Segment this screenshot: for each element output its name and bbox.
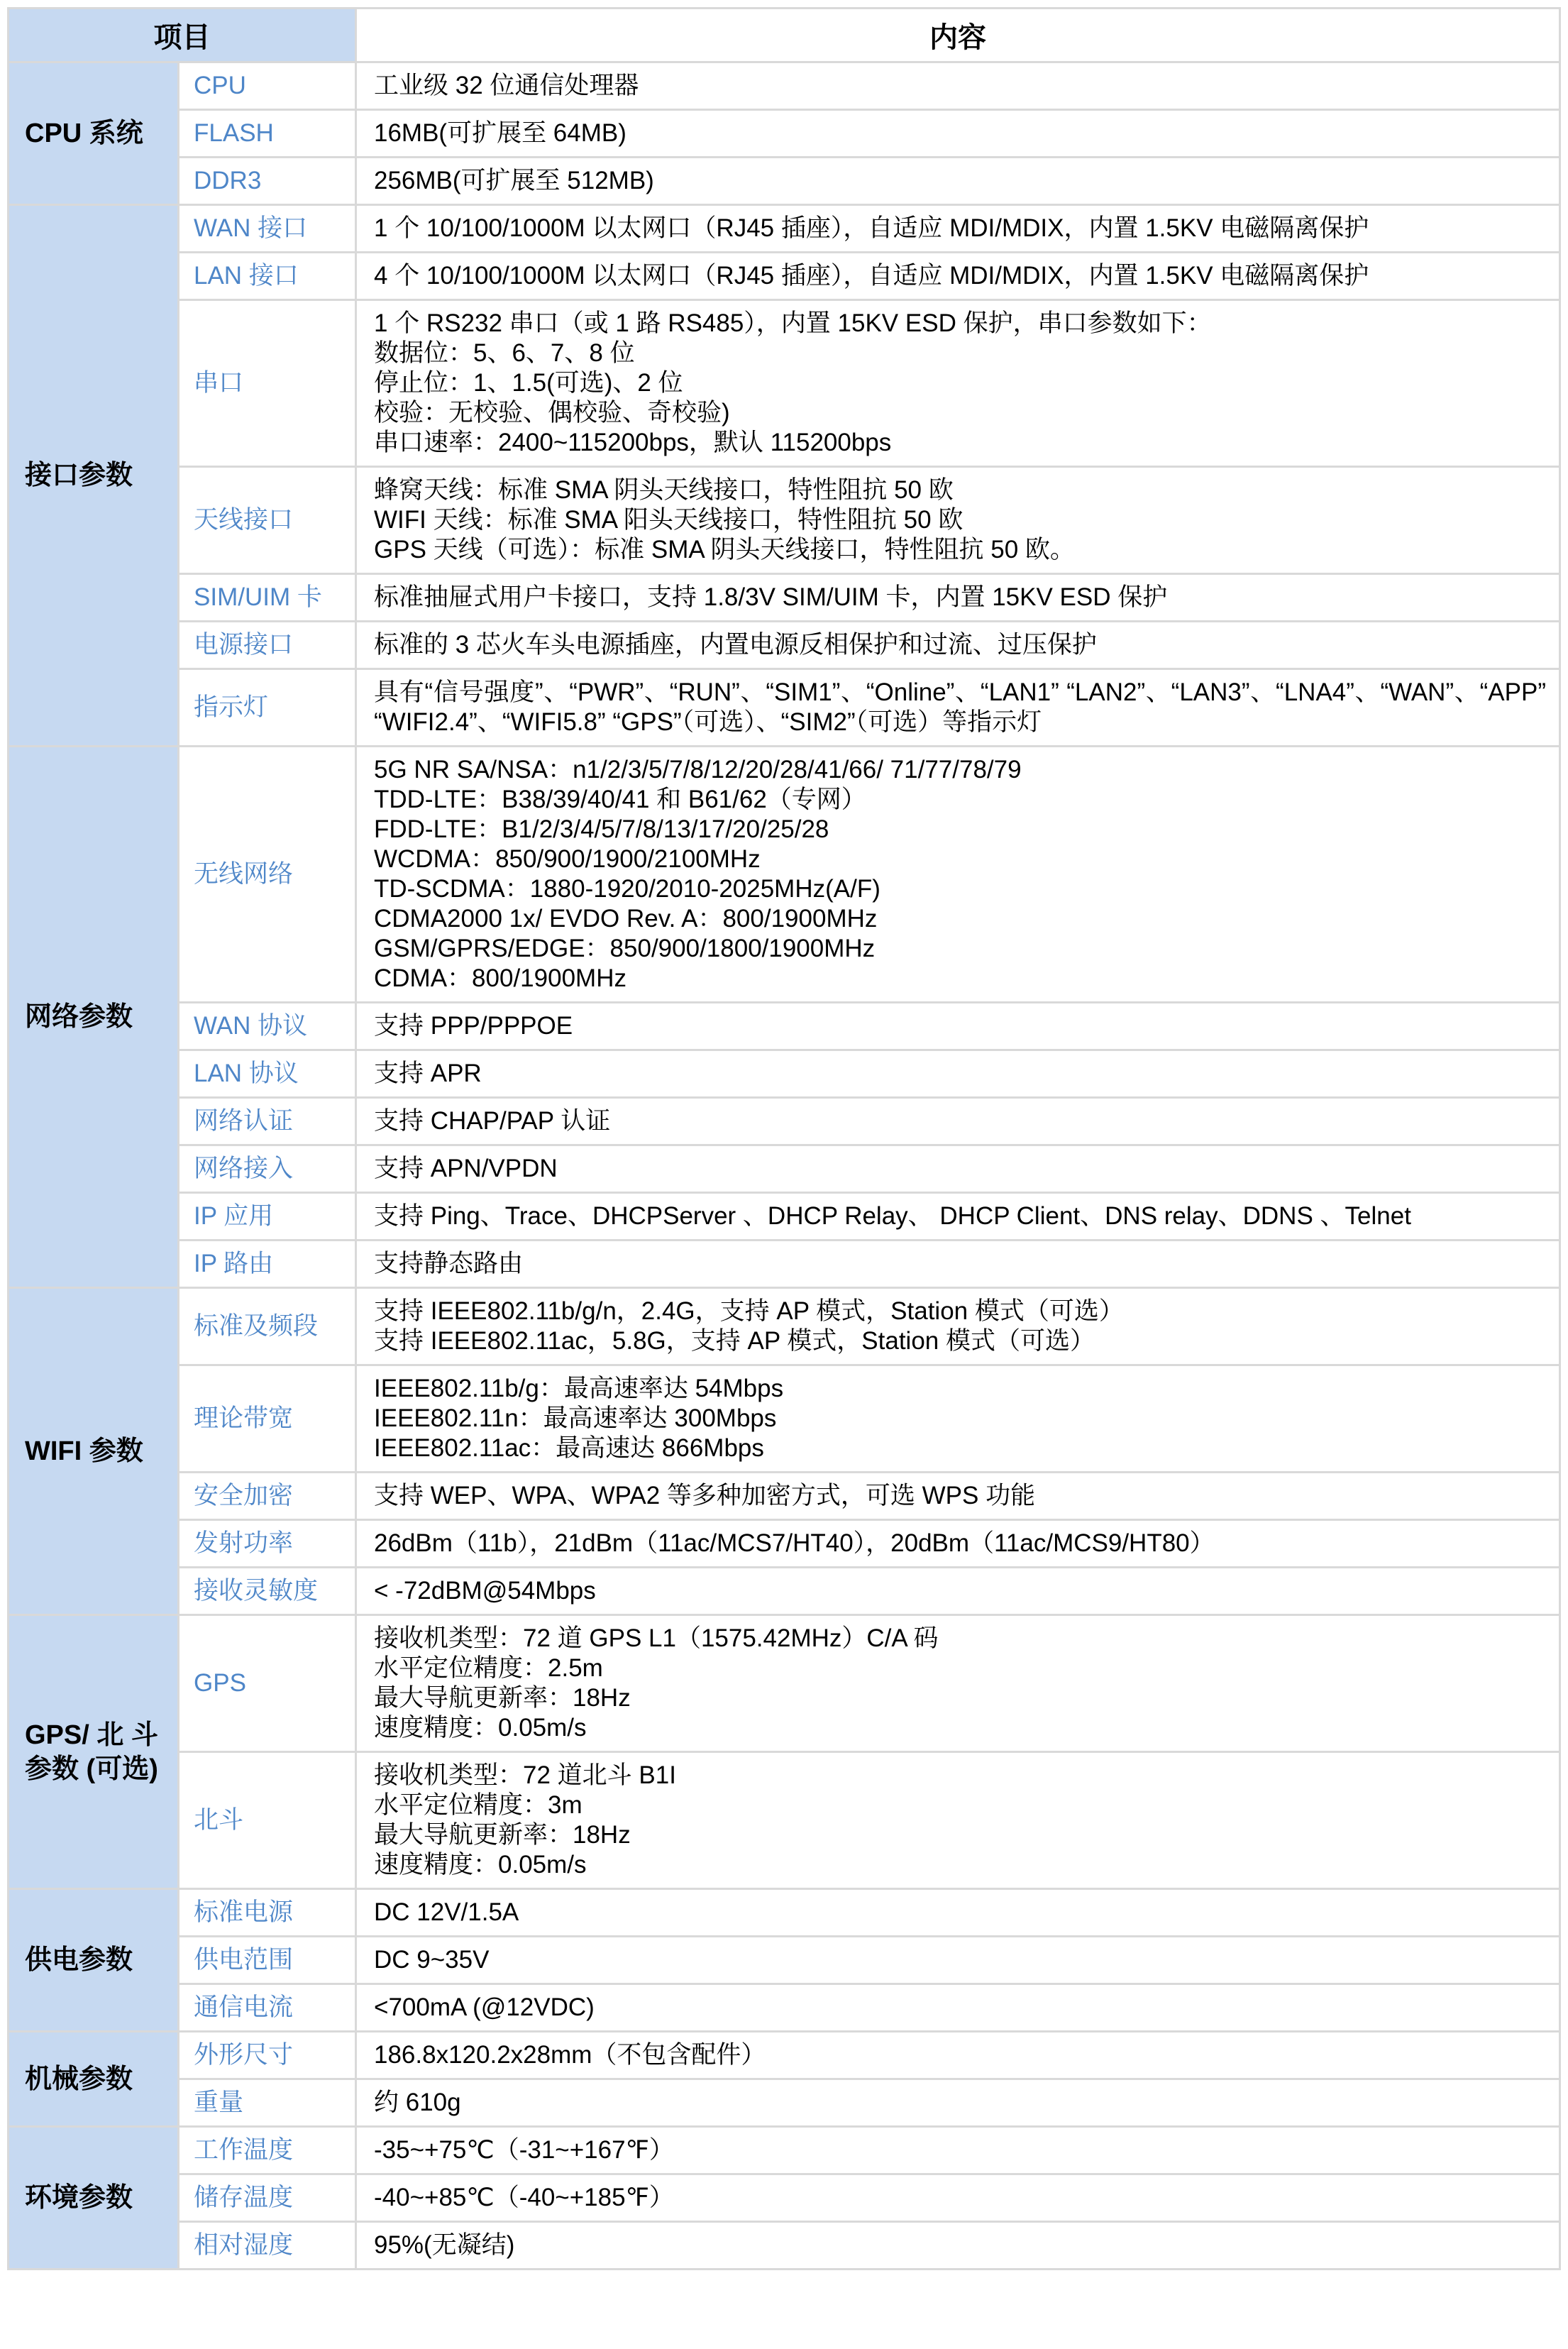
content-line: DC 12V/1.5A bbox=[374, 1898, 519, 1926]
table-row bbox=[9, 110, 1560, 158]
row-label: 北斗 bbox=[179, 1752, 356, 1889]
content-line: 最大导航更新率：18Hz bbox=[374, 1821, 631, 1849]
content-line: 5G NR SA/NSA：n1/2/3/5/7/8/12/20/28/41/66/ 71/77/78/79 bbox=[374, 756, 1022, 783]
row-content bbox=[356, 205, 1560, 253]
row-content bbox=[356, 1520, 1560, 1568]
content-line: 标准的 3 芯火车头电源插座，内置电源反相保护和过流、过压保护 bbox=[374, 631, 1097, 659]
row-content bbox=[356, 1098, 1560, 1145]
table-row bbox=[9, 2174, 1560, 2222]
row-label: 电源接口 bbox=[179, 622, 356, 669]
content-line: 接收机类型：72 道 GPS L1（1575.42MHz）C/A 码 bbox=[374, 1624, 939, 1652]
content-line: 蜂窝天线：标准 SMA 阴头天线接口，特性阻抗 50 欧 bbox=[374, 476, 954, 504]
content-line: GPS 天线（可选）：标准 SMA 阴头天线接口，特性阻抗 50 欧。 bbox=[374, 536, 1075, 563]
table-row bbox=[9, 1193, 1560, 1240]
row-content bbox=[356, 2174, 1560, 2222]
row-content bbox=[356, 1752, 1560, 1889]
content-line: 186.8x120.2x28mm（不包含配件） bbox=[374, 2041, 766, 2069]
row-content bbox=[356, 1288, 1560, 1365]
content-line: DC 9~35V bbox=[374, 1946, 490, 1974]
row-label: IP 应用 bbox=[179, 1193, 356, 1240]
row-content bbox=[356, 1615, 1560, 1752]
row-content bbox=[356, 110, 1560, 158]
row-label: 通信电流 bbox=[179, 1984, 356, 2032]
row-label: 标准及频段 bbox=[179, 1288, 356, 1365]
content-line: 26dBm（11b），21dBm（11ac/MCS7/HT40），20dBm（11ac/MCS9/HT80） bbox=[374, 1529, 1215, 1557]
table-row bbox=[9, 62, 1560, 110]
group-cell: GPS/ 北 斗 参数 (可选) bbox=[9, 1615, 179, 1889]
row-label: 标准电源 bbox=[179, 1889, 356, 1937]
row-label: CPU bbox=[179, 62, 356, 110]
row-label: IP 路由 bbox=[179, 1240, 356, 1288]
content-line: 水平定位精度：2.5m bbox=[374, 1654, 603, 1682]
row-label: SIM/UIM 卡 bbox=[179, 574, 356, 622]
table-row bbox=[9, 1145, 1560, 1193]
content-line: 16MB(可扩展至 64MB) bbox=[374, 119, 626, 147]
content-line: 支持静态路由 bbox=[374, 1250, 524, 1277]
row-content bbox=[356, 1568, 1560, 1615]
group-cell: 网络参数 bbox=[9, 747, 179, 1288]
row-label: 重量 bbox=[179, 2079, 356, 2127]
row-label: 发射功率 bbox=[179, 1520, 356, 1568]
table-row bbox=[9, 467, 1560, 574]
content-line: 95%(无凝结) bbox=[374, 2231, 515, 2259]
table-row bbox=[9, 205, 1560, 253]
row-content bbox=[356, 1889, 1560, 1937]
row-label: 串口 bbox=[179, 300, 356, 467]
table-row bbox=[9, 1098, 1560, 1145]
table-row bbox=[9, 1615, 1560, 1752]
content-line: 速度精度：0.05m/s bbox=[374, 1714, 587, 1742]
table-row bbox=[9, 1568, 1560, 1615]
row-label: 外形尺寸 bbox=[179, 2032, 356, 2079]
table-row bbox=[9, 622, 1560, 669]
row-label: LAN 协议 bbox=[179, 1050, 356, 1098]
header-row bbox=[9, 9, 1560, 62]
table-row bbox=[9, 2079, 1560, 2127]
row-content bbox=[356, 253, 1560, 300]
row-content bbox=[356, 1473, 1560, 1520]
content-line: 支持 IEEE802.11b/g/n，2.4G，支持 AP 模式，Station 模式（可选） bbox=[374, 1297, 1124, 1325]
table-row bbox=[9, 1984, 1560, 2032]
content-line: 4 个 10/100/1000M 以太网口（RJ45 插座），自适应 MDI/MDIX，内置 1.5KV 电磁隔离保护 bbox=[374, 262, 1369, 290]
row-label: LAN 接口 bbox=[179, 253, 356, 300]
content-line: 支持 CHAP/PAP 认证 bbox=[374, 1107, 611, 1135]
row-content bbox=[356, 1050, 1560, 1098]
content-line: 最大导航更新率：18Hz bbox=[374, 1684, 631, 1712]
spec-table bbox=[7, 7, 1561, 2270]
table-row bbox=[9, 1003, 1560, 1050]
content-line: 串口速率：2400~115200bps，默认 115200bps bbox=[374, 429, 892, 456]
row-label: 供电范围 bbox=[179, 1937, 356, 1984]
content-line: 支持 WEP、WPA、WPA2 等多种加密方式，可选 WPS 功能 bbox=[374, 1482, 1036, 1509]
content-line: IEEE802.11ac：最高速达 866Mbps bbox=[374, 1434, 764, 1462]
row-label: WAN 协议 bbox=[179, 1003, 356, 1050]
header-content: 内容 bbox=[356, 9, 1560, 62]
row-label: DDR3 bbox=[179, 158, 356, 205]
table-row bbox=[9, 1937, 1560, 1984]
row-label: 储存温度 bbox=[179, 2174, 356, 2222]
group-cell: WIFI 参数 bbox=[9, 1288, 179, 1615]
row-content bbox=[356, 158, 1560, 205]
row-content bbox=[356, 2032, 1560, 2079]
table-row bbox=[9, 1050, 1560, 1098]
group-cell: CPU 系统 bbox=[9, 62, 179, 205]
content-line: 水平定位精度：3m bbox=[374, 1791, 583, 1819]
table-row bbox=[9, 2032, 1560, 2079]
row-content bbox=[356, 1145, 1560, 1193]
content-line: 约 610g bbox=[374, 2089, 461, 2116]
row-content bbox=[356, 747, 1560, 1003]
table-row bbox=[9, 1889, 1560, 1937]
table-row bbox=[9, 1752, 1560, 1889]
content-line: 1 个 10/100/1000M 以太网口（RJ45 插座），自适应 MDI/MDIX，内置 1.5KV 电磁隔离保护 bbox=[374, 214, 1369, 242]
row-label: 安全加密 bbox=[179, 1473, 356, 1520]
content-line: CDMA：800/1900MHz bbox=[374, 964, 626, 992]
row-content bbox=[356, 1365, 1560, 1473]
content-line: 1 个 RS232 串口（或 1 路 RS485），内置 15KV ESD 保护，串口参数如下： bbox=[374, 309, 1212, 337]
table-row bbox=[9, 1240, 1560, 1288]
table-row bbox=[9, 1365, 1560, 1473]
row-label: 无线网络 bbox=[179, 747, 356, 1003]
content-line: 工业级 32 位通信处理器 bbox=[374, 72, 639, 99]
content-line: TD-SCDMA：1880-1920/2010-2025MHz(A/F) bbox=[374, 875, 880, 903]
row-content bbox=[356, 467, 1560, 574]
content-line: < -72dBM@54Mbps bbox=[374, 1577, 596, 1605]
row-label: WAN 接口 bbox=[179, 205, 356, 253]
row-content bbox=[356, 1984, 1560, 2032]
content-line: 停止位：1、1.5(可选)、2 位 bbox=[374, 369, 683, 397]
group-cell: 机械参数 bbox=[9, 2032, 179, 2127]
row-content bbox=[356, 622, 1560, 669]
row-content bbox=[356, 574, 1560, 622]
content-line: 接收机类型：72 道北斗 B1I bbox=[374, 1761, 676, 1789]
content-line: 支持 APR bbox=[374, 1060, 482, 1087]
content-line: -40~+85℃（-40~+185℉） bbox=[374, 2184, 674, 2211]
content-line: 256MB(可扩展至 512MB) bbox=[374, 167, 654, 194]
group-cell: 环境参数 bbox=[9, 2127, 179, 2270]
row-content bbox=[356, 1937, 1560, 1984]
row-label: FLASH bbox=[179, 110, 356, 158]
content-line: TDD-LTE：B38/39/40/41 和 B61/62（专网） bbox=[374, 786, 866, 813]
header-item: 项目 bbox=[9, 9, 356, 62]
spec-table-body bbox=[9, 62, 1560, 2270]
content-line: WIFI 天线：标准 SMA 阳头天线接口，特性阻抗 50 欧 bbox=[374, 506, 964, 534]
row-label: 指示灯 bbox=[179, 669, 356, 747]
content-line: FDD-LTE：B1/2/3/4/5/7/8/13/17/20/25/28 bbox=[374, 815, 829, 843]
content-line: 支持 Ping、Trace、DHCPServer 、DHCP Relay、 DHCP Client、DNS relay、DDNS 、Telnet bbox=[374, 1202, 1411, 1230]
table-row bbox=[9, 747, 1560, 1003]
table-row bbox=[9, 158, 1560, 205]
content-line: 校验：无校验、偶校验、奇校验) bbox=[374, 399, 730, 427]
content-line: 支持 PPP/PPPOE bbox=[374, 1012, 573, 1040]
row-label: GPS bbox=[179, 1615, 356, 1752]
group-cell: 接口参数 bbox=[9, 205, 179, 747]
table-row bbox=[9, 669, 1560, 747]
row-content bbox=[356, 2222, 1560, 2270]
row-content bbox=[356, 1193, 1560, 1240]
content-line: 数据位：5、6、7、8 位 bbox=[374, 339, 635, 367]
row-label: 接收灵敏度 bbox=[179, 1568, 356, 1615]
row-label: 相对湿度 bbox=[179, 2222, 356, 2270]
content-line: GSM/GPRS/EDGE：850/900/1800/1900MHz bbox=[374, 935, 876, 962]
table-row bbox=[9, 574, 1560, 622]
content-line: <700mA (@12VDC) bbox=[374, 1993, 595, 2021]
row-label: 天线接口 bbox=[179, 467, 356, 574]
row-content bbox=[356, 62, 1560, 110]
row-label: 理论带宽 bbox=[179, 1365, 356, 1473]
row-content bbox=[356, 2079, 1560, 2127]
content-line: IEEE802.11b/g：最高速率达 54Mbps bbox=[374, 1375, 784, 1402]
content-line: 支持 IEEE802.11ac，5.8G，支持 AP 模式，Station 模式（可选） bbox=[374, 1327, 1095, 1355]
content-paragraph: 具有“信号强度”、“PWR”、“RUN”、“SIM1”、“Online”、“LAN1” “LAN2”、“LAN3”、“LNA4”、“WAN”、“APP” “WIFI2.4”、“WIFI5.8” “GPS”（可选）、“SIM2”（可选）等指示灯 bbox=[374, 678, 1546, 736]
content-line: CDMA2000 1x/ EVDO Rev. A：800/1900MHz bbox=[374, 905, 878, 933]
row-content bbox=[356, 1240, 1560, 1288]
content-line: -35~+75℃（-31~+167℉） bbox=[374, 2136, 674, 2164]
group-cell: 供电参数 bbox=[9, 1889, 179, 2032]
table-row bbox=[9, 1473, 1560, 1520]
content-line: 标准抽屉式用户卡接口，支持 1.8/3V SIM/UIM 卡，内置 15KV ESD 保护 bbox=[374, 583, 1168, 611]
row-content bbox=[356, 2127, 1560, 2174]
content-line: 速度精度：0.05m/s bbox=[374, 1851, 587, 1878]
row-content bbox=[356, 669, 1560, 747]
table-row bbox=[9, 253, 1560, 300]
row-label: 工作温度 bbox=[179, 2127, 356, 2174]
content-line: 支持 APN/VPDN bbox=[374, 1155, 558, 1182]
row-content bbox=[356, 1003, 1560, 1050]
row-content bbox=[356, 300, 1560, 467]
table-row bbox=[9, 300, 1560, 467]
table-row bbox=[9, 2222, 1560, 2270]
table-row bbox=[9, 2127, 1560, 2174]
content-line: IEEE802.11n：最高速率达 300Mbps bbox=[374, 1404, 777, 1432]
row-label: 网络认证 bbox=[179, 1098, 356, 1145]
table-row bbox=[9, 1288, 1560, 1365]
row-label: 网络接入 bbox=[179, 1145, 356, 1193]
table-row bbox=[9, 1520, 1560, 1568]
content-line: WCDMA：850/900/1900/2100MHz bbox=[374, 845, 761, 873]
